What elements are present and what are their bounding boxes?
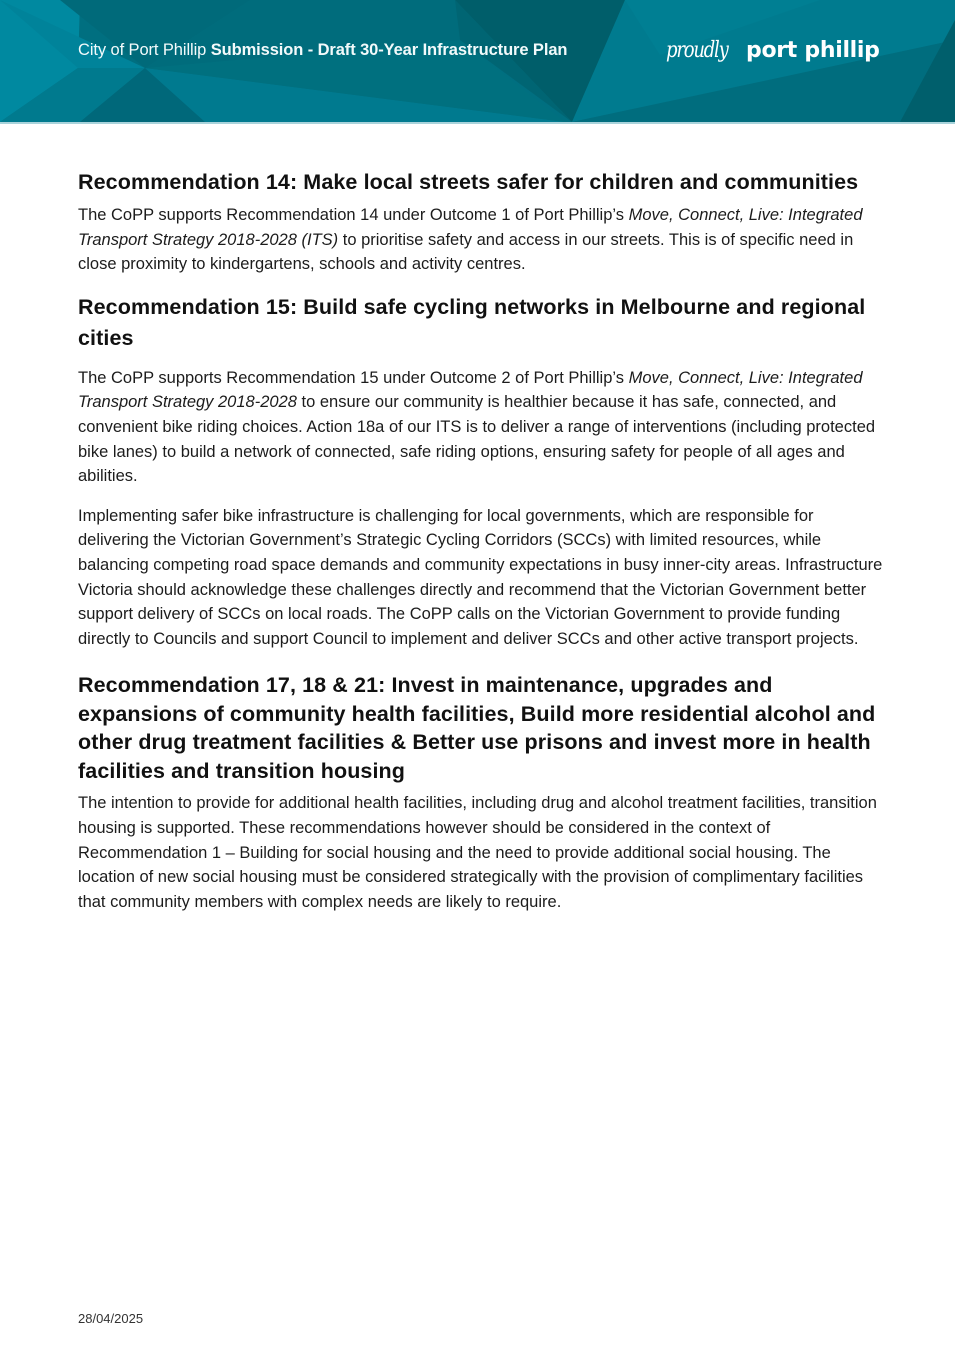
strategy-title-italic: Move, Connect, Live: Integrated Transport Strategy 2018-2028	[78, 368, 863, 412]
section-paragraph: The intention to provide for additional health facilities, including drug and alcohol treatment facilities, transition housing is supported. These recommendations however should be considered in the context of Recommendation 1 – Building for social housing and the need to provide additional social housing. The location of new social housing must be considered strategically with the provision of complimentary facilities that community members with complex needs are likely to require.	[78, 794, 877, 911]
logo-script-text: proudly	[666, 37, 728, 63]
section-paragraph	[78, 203, 888, 277]
section-recommendation-17-18-21	[78, 671, 888, 914]
section-heading: Recommendation 14: Make local streets safer for children and communities	[78, 170, 859, 194]
paragraph-text: The CoPP supports Recommendation 15 under Outcome 2 of Port Phillip’s	[78, 368, 629, 387]
section-heading: Recommendation 15: Build safe cycling networks in Melbourne and regional cities	[78, 294, 866, 350]
organisation-name: City of Port Phillip	[78, 41, 211, 59]
paragraph-text: The CoPP supports Recommendation 14 under Outcome 1 of Port Phillip’s	[78, 206, 629, 224]
logo-brand-text: port phillip	[746, 37, 880, 63]
header-divider	[0, 122, 955, 124]
document-title	[78, 41, 567, 60]
section-paragraph: Implementing safer bike infrastructure is challenging for local governments, which are responsible for delivering the Victorian Government’s Strategic Cycling Corridors (SCCs) with limited resources, while balancing competing road space demands and community expectations in busy inner-city areas. Infrastructure Victoria should acknowledge these challenges directly and recommend that the Victorian Government better support delivery of SCCs on local roads. The CoPP calls on the Victorian Government to provide funding directly to Councils and support Council to implement and deliver SCCs and other active transport projects.	[78, 506, 883, 648]
section-paragraph	[78, 366, 888, 489]
footer-date: 28/04/2025	[78, 1311, 144, 1326]
paragraph-text: to prioritise safety and access in our streets. This is of specific need in close proximity to kindergartens, schools and activity centres.	[78, 230, 854, 274]
document-body	[78, 168, 888, 914]
paragraph-text: to ensure our community is healthier because it has safe, connected, and convenient bike riding choices. Action 18a of our ITS is to deliver a range of interventions (including protected bike lanes) to build a network of connected, safe riding options, ensuring safety for people of all ages and abilities.	[78, 393, 876, 486]
section-recommendation-14	[78, 168, 888, 277]
page-header	[0, 0, 955, 122]
strategy-title-italic: Move, Connect, Live: Integrated Transport Strategy 2018-2028 (ITS)	[78, 206, 863, 249]
section-heading: Recommendation 17, 18 & 21: Invest in maintenance, upgrades and expansions of community health facilities, Build more residential alcohol and other drug treatment facilities & Better use prisons and invest more in health facilities and transition housing	[78, 673, 876, 783]
section-recommendation-15	[78, 292, 888, 652]
proudly-port-phillip-logo	[666, 30, 880, 70]
submission-title: Submission - Draft 30-Year Infrastructure Plan	[210, 41, 568, 59]
